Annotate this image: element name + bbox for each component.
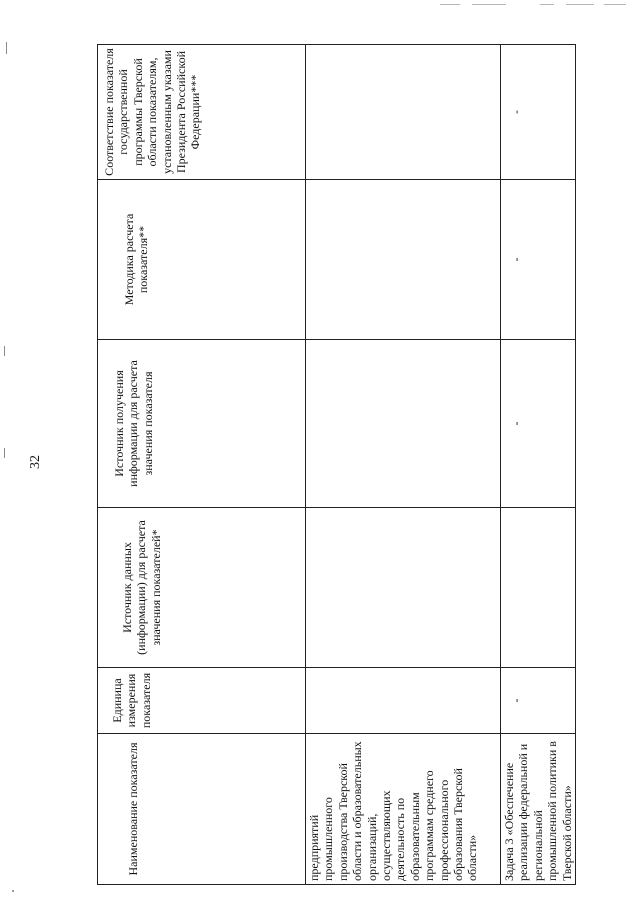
cell-unit bbox=[306, 668, 501, 734]
cell-info-source bbox=[501, 340, 576, 508]
cell-compliance bbox=[501, 45, 576, 180]
scan-dash-5 bbox=[604, 4, 626, 5]
page-number: 32 bbox=[28, 455, 43, 469]
cell-unit bbox=[501, 668, 576, 734]
scan-dash-1 bbox=[440, 4, 460, 5]
scan-dash-3 bbox=[540, 4, 554, 5]
table-row bbox=[501, 45, 576, 885]
header-method-text: Методика расчета показателя** bbox=[122, 213, 151, 306]
header-name-text: Наименование показателя bbox=[126, 742, 140, 876]
cell-data-source-text bbox=[306, 508, 314, 667]
indicator-table bbox=[97, 44, 576, 885]
cell-compliance-text bbox=[306, 45, 314, 179]
rotated-table-container bbox=[97, 45, 574, 885]
scan-mark-left-2 bbox=[4, 346, 5, 356]
cell-unit-text bbox=[306, 668, 314, 733]
scan-mark-left-1 bbox=[6, 42, 7, 54]
scan-dash-4 bbox=[566, 4, 594, 5]
header-data-source-text: Источник данных (информации) для расчета значения показателей* bbox=[120, 520, 163, 655]
cell-method-text: - bbox=[509, 257, 523, 262]
cell-info-source bbox=[306, 340, 501, 508]
cell-info-source-text: - bbox=[509, 421, 523, 426]
header-info-source-text: Источник получения информации для расчета значения показателя bbox=[112, 360, 155, 487]
header-cell-method bbox=[98, 180, 306, 340]
header-cell-name bbox=[98, 734, 306, 885]
scan-dash-2 bbox=[472, 4, 506, 5]
cell-name bbox=[501, 734, 576, 885]
cell-info-source-text bbox=[306, 340, 314, 507]
cell-method-text bbox=[306, 180, 314, 339]
cell-data-source-text bbox=[501, 508, 509, 667]
table-row bbox=[306, 45, 501, 885]
header-cell-data-source bbox=[98, 508, 306, 668]
header-cell-info-source bbox=[98, 340, 306, 508]
scan-dot-1 bbox=[12, 890, 14, 892]
header-unit-text: Единица измерения показателя bbox=[110, 672, 153, 729]
cell-method bbox=[306, 180, 501, 340]
cell-compliance-text: - bbox=[509, 110, 523, 114]
cell-name-text: предприятий промышленного производства Тверской области и образовательных организаций, осуществляющих деятельность по образовательным программам среднего профессионального образования Тверской области» bbox=[307, 741, 480, 881]
cell-compliance bbox=[306, 45, 501, 180]
cell-name bbox=[306, 734, 501, 885]
header-cell-unit bbox=[98, 668, 306, 734]
cell-data-source bbox=[501, 508, 576, 668]
header-cell-compliance bbox=[98, 45, 306, 180]
cell-data-source bbox=[306, 508, 501, 668]
scan-mark-left-3 bbox=[4, 448, 5, 458]
cell-unit-text: - bbox=[509, 698, 523, 703]
cell-name-text: Задача 3 «Обеспечение реализации федеральной и региональной промышленной политики в Тверской области» bbox=[502, 741, 574, 881]
table-header-row bbox=[98, 45, 306, 885]
cell-method bbox=[501, 180, 576, 340]
header-compliance-text: Соответствие показателя государственной программы Тверской области показателям, установленным указами Президента Российской Федерации*** bbox=[102, 48, 203, 176]
